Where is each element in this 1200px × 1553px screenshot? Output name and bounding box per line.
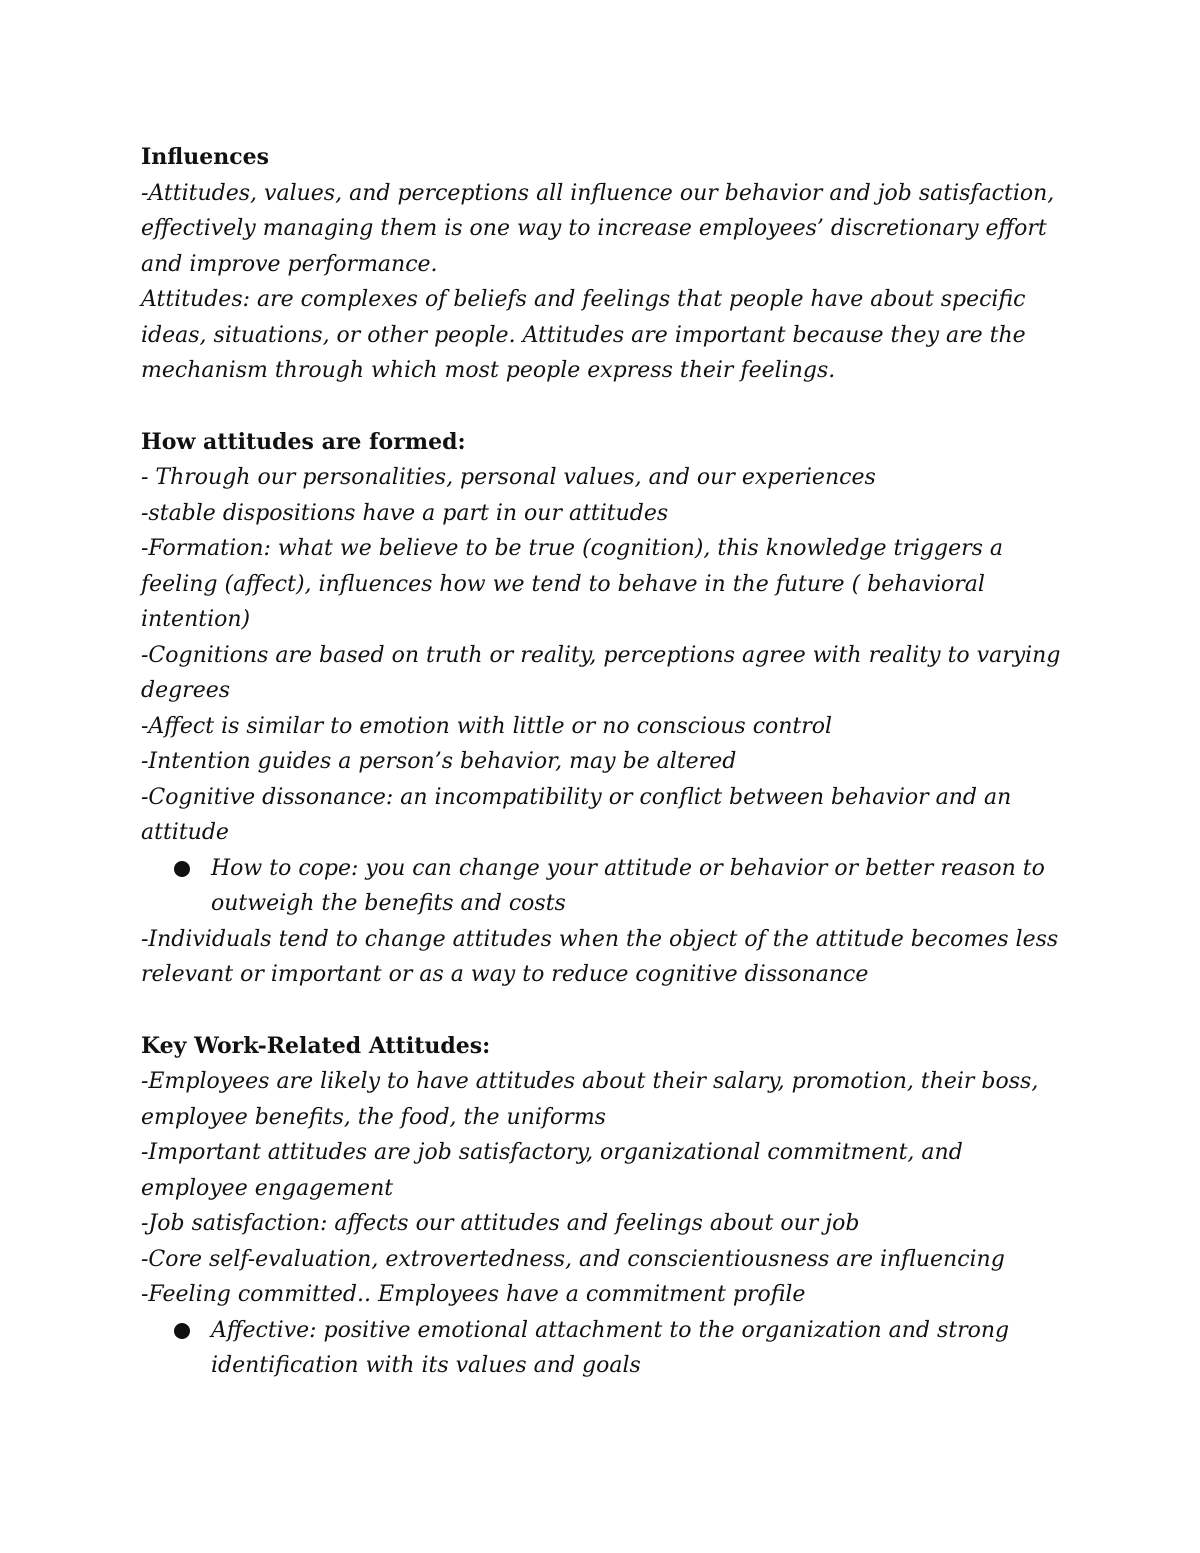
paragraph: -Individuals tend to change attitudes when the object of the attitude becomes less relevant or important or as a way to reduce cognitive dissonance	[141, 926, 1059, 987]
paragraph: -Affect is similar to emotion with little or no conscious control	[141, 713, 833, 739]
section-heading-influences: Influences	[141, 144, 270, 170]
bullet-dot-icon	[174, 1323, 190, 1339]
paragraph: -Intention guides a person’s behavior, may be altered	[141, 749, 737, 774]
bullet-item	[141, 851, 1061, 922]
section-heading-attitude-formation: How attitudes are formed:	[141, 428, 466, 455]
bullet-item	[141, 1313, 1061, 1384]
paragraph: -Cognitive dissonance: an incompatibility or conflict between behavior and an attitude	[141, 784, 1012, 845]
paragraph: -Feeling committed.. Employees have a commitment profile	[141, 1282, 806, 1307]
spacer	[141, 389, 1061, 425]
paragraph: -Core self-evaluation, extrovertedness, and conscientiousness are influencing	[141, 1246, 1005, 1272]
paragraph: - Through our personalities, personal values, and our experiences	[141, 465, 876, 490]
spacer	[141, 993, 1061, 1029]
paragraph: -Job satisfaction: affects our attitudes and feelings about our job	[141, 1211, 860, 1236]
bullet-text: Affective: positive emotional attachment to the organization and strong identification with its values and goals	[211, 1317, 1010, 1378]
paragraph: -Employees are likely to have attitudes about their salary, promotion, their boss, employee benefits, the food, the uniforms	[141, 1069, 1039, 1130]
bullet-dot-icon	[174, 861, 190, 877]
paragraph: Attitudes: are complexes of beliefs and feelings that people have about specific ideas, situations, or other people. Attitudes are important because they are the mechanism through which most people express their feelings.	[141, 287, 1026, 383]
paragraph: -Cognitions are based on truth or reality, perceptions agree with reality to varying degrees	[141, 642, 1061, 703]
paragraph: -Important attitudes are job satisfactory, organizational commitment, and employee engagement	[141, 1140, 963, 1201]
section-heading-key-work-attitudes: Key Work-Related Attitudes:	[141, 1032, 491, 1059]
paragraph: -Formation: what we believe to be true (cognition), this knowledge triggers a feeling (affect), influences how we tend to behave in the future ( behavioral intention)	[141, 536, 1004, 632]
paragraph: -stable dispositions have a part in our attitudes	[141, 500, 669, 526]
document-body	[141, 140, 1061, 1384]
paragraph: -Attitudes, values, and perceptions all influence our behavior and job satisfaction, effectively managing them is one way to increase employees’ discretionary effort and improve performance.	[141, 180, 1055, 277]
bullet-text: How to cope: you can change your attitude or behavior or better reason to outweigh the benefits and costs	[211, 855, 1045, 916]
